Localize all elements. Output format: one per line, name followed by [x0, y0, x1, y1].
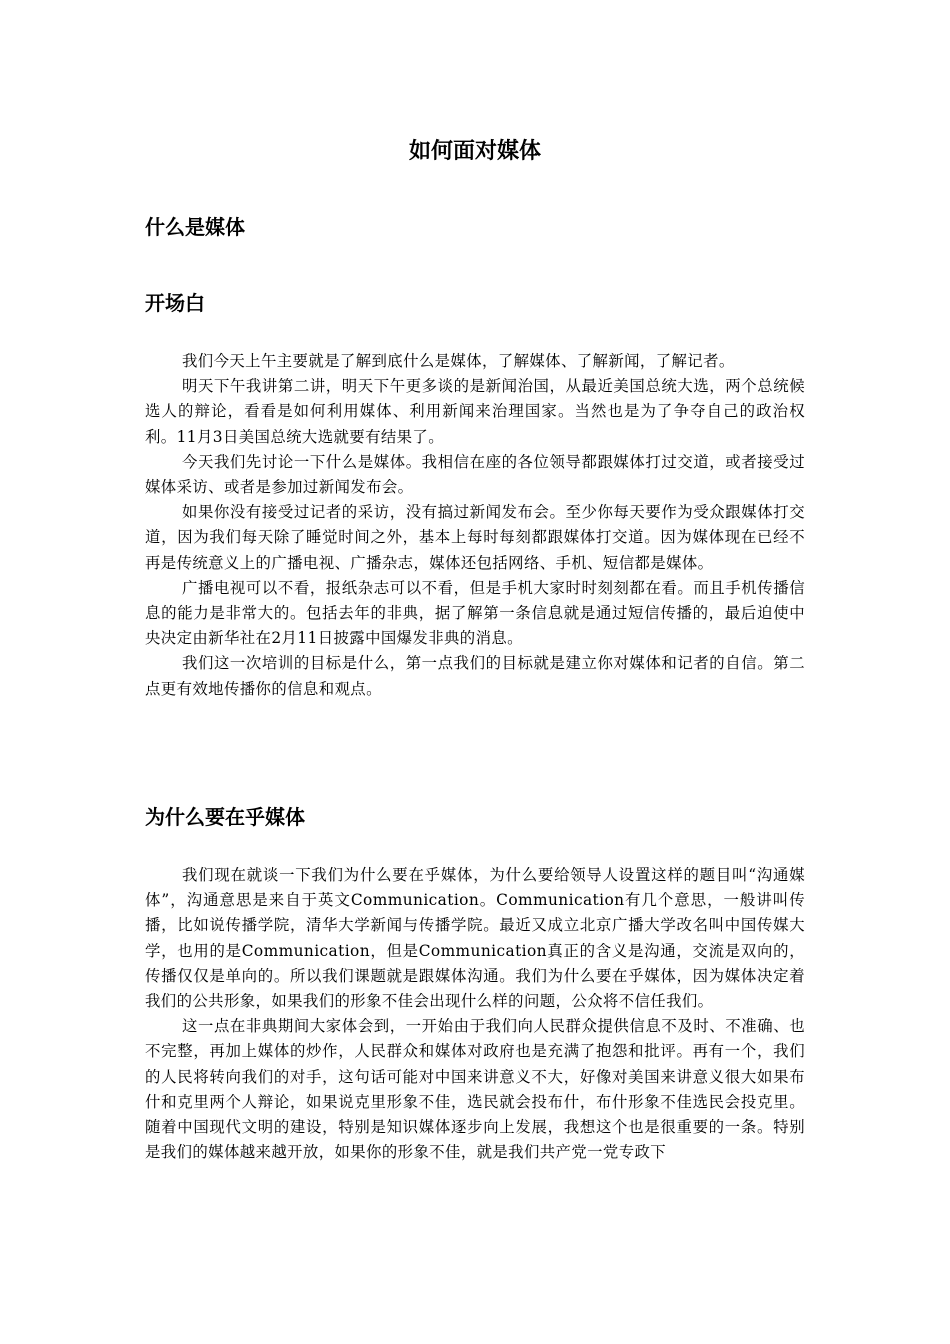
paragraph: 这一点在非典期间大家体会到，一开始由于我们向人民群众提供信息不及时、不准确、也不完整，再加上媒体的炒作，人民群众和媒体对政府也是充满了抱怨和批评。再有一个，我们的人民将转向我们的对手，这句话可能对中国来讲意义不大，好像对美国来讲意义很大如果布什和克里两个人辩论，如果说克里形象不佳，选民就会投布什，布什形象不佳选民会投克里。随着中国现代文明的建设，特别是知识媒体逐步向上发展，我想这个也是很重要的一条。特别是我们的媒体越来越开放，如果你的形象不佳，就是我们共产党一党专政下 — [145, 1017, 805, 1162]
paragraph: 我们这一次培训的目标是什么，第一点我们的目标就是建立你对媒体和记者的自信。第二点更有效地传播你的信息和观点。 — [145, 654, 805, 698]
paragraph: 广播电视可以不看，报纸杂志可以不看，但是手机大家时时刻刻都在看。而且手机传播信息的能力是非常大的。包括去年的非典，据了解第一条信息就是通过短信传播的，最后迫使中央决定由新华社在2月11日披露中国爆发非典的消息。 — [145, 578, 805, 648]
section-heading-what-is-media: 什么是媒体 — [145, 215, 245, 239]
section-heading-opening-remarks: 开场白 — [145, 291, 205, 315]
why-care-body — [145, 863, 805, 1165]
opening-remarks-body — [145, 349, 805, 702]
paragraph: 明天下午我讲第二讲，明天下午更多谈的是新闻治国，从最近美国总统大选，两个总统候选人的辩论，看看是如何利用媒体、利用新闻来治理国家。当然也是为了争夺自己的政治权利。11月3日美国总统大选就要有结果了。 — [145, 377, 805, 446]
section-heading-why-care-about-media: 为什么要在乎媒体 — [145, 805, 305, 829]
paragraph: 今天我们先讨论一下什么是媒体。我相信在座的各位领导都跟媒体打过交道，或者接受过媒体采访、或者是参加过新闻发布会。 — [145, 452, 805, 497]
document-title: 如何面对媒体 — [408, 139, 541, 164]
paragraph: 我们现在就谈一下我们为什么要在乎媒体，为什么要给领导人设置这样的题目叫“沟通媒体”，沟通意思是来自于英文Communication。Communication有几个意思，一般讲叫传播，比如说传播学院，清华大学新闻与传播学院。最近又成立北京广播大学改名叫中国传媒大学，也用的是Communication，但是Communication真正的含义是沟通，交流是双向的，传播仅仅是单向的。所以我们课题就是跟媒体沟通。我们为什么要在乎媒体，因为媒体决定着我们的公共形象，如果我们的形象不佳会出现什么样的问题，公众将不信任我们。 — [145, 866, 805, 1011]
paragraph: 我们今天上午主要就是了解到底什么是媒体，了解媒体、了解新闻，了解记者。 — [182, 352, 735, 370]
paragraph: 如果你没有接受过记者的采访，没有搞过新闻发布会。至少你每天要作为受众跟媒体打交道，因为我们每天除了睡觉时间之外，基本上每时每刻都跟媒体打交道。因为媒体现在已经不再是传统意义上的广播电视、广播杂志，媒体还包括网络、手机、短信都是媒体。 — [145, 503, 805, 572]
